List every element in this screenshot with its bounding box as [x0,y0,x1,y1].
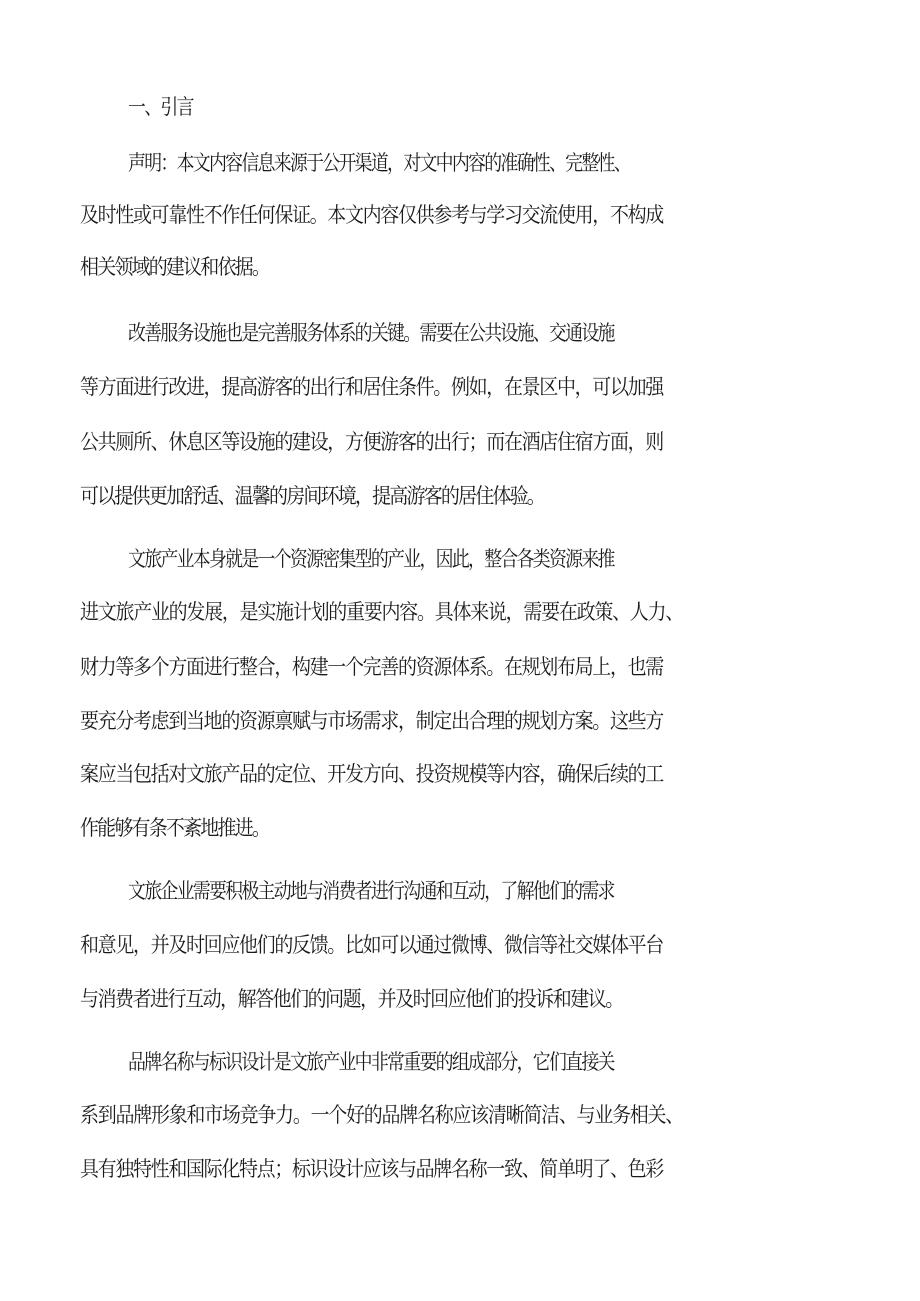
paragraph-line: 公共厕所、休息区等设施的建设，方便游客的出行；而在酒店住宿方面，则 [80,430,663,454]
paragraph-line: 可以提供更加舒适、温馨的房间环境，提高游客的居住体验。 [80,484,544,508]
paragraph-line: 文旅产业本身就是一个资源密集型的产业，因此，整合各类资源来推 [128,547,614,571]
paragraph-line: 案应当包括对文旅产品的定位、开发方向、投资规模等内容，确保后续的工 [80,762,663,786]
paragraph-line: 等方面进行改进，提高游客的出行和居住条件。例如，在景区中，可以加强 [80,375,663,399]
paragraph-line: 系到品牌形象和市场竞争力。一个好的品牌名称应该清晰简洁、与业务相关、 [80,1103,684,1127]
section-heading: 一、引言 [128,95,193,119]
paragraph-line: 作能够有条不紊地推进。 [80,816,270,840]
paragraph-line: 相关领域的建议和依据。 [80,255,270,279]
paragraph-line: 文旅企业需要积极主动地与消费者进行沟通和互动，了解他们的需求 [128,879,614,903]
paragraph-line: 声明：本文内容信息来源于公开渠道，对文中内容的准确性、完整性、 [128,151,630,175]
paragraph-line: 及时性或可靠性不作任何保证。本文内容仅供参考与学习交流使用，不构成 [80,203,663,227]
paragraph-line: 改善服务设施也是完善服务体系的关键。需要在公共设施、交通设施 [128,321,614,345]
paragraph-line: 品牌名称与标识设计是文旅产业中非常重要的组成部分，它们直接关 [128,1050,614,1074]
paragraph-line: 要充分考虑到当地的资源禀赋与市场需求，制定出合理的规划方案。这些方 [80,709,663,733]
paragraph-line: 财力等多个方面进行整合，构建一个完善的资源体系。在规划布局上，也需 [80,655,663,679]
paragraph-line: 和意见，并及时回应他们的反馈。比如可以通过微博、微信等社交媒体平台 [80,933,663,957]
paragraph-line: 与消费者进行互动，解答他们的问题，并及时回应他们的投诉和建议。 [80,987,623,1011]
paragraph-line: 具有独特性和国际化特点；标识设计应该与品牌名称一致、简单明了、色彩 [80,1157,663,1181]
paragraph-line: 进文旅产业的发展，是实施计划的重要内容。具体来说，需要在政策、人力、 [80,600,684,624]
